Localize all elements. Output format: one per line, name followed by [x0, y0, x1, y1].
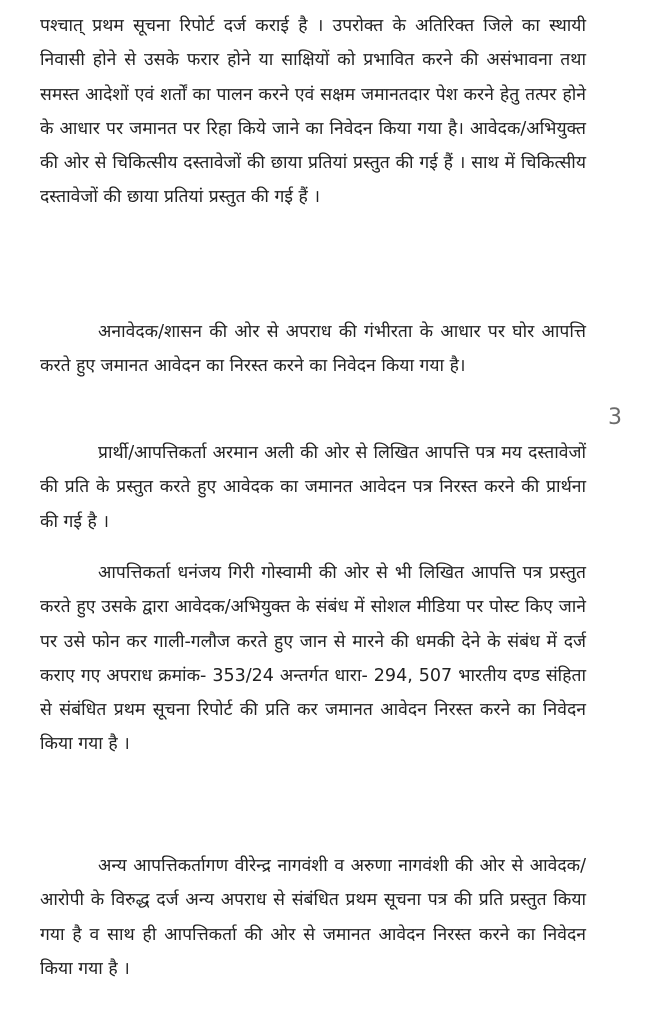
paragraph-other-objectors: अन्य आपत्तिकर्तागण वीरेन्द्र नागवंशी व अरुणा नागवंशी की ओर से आवेदक/आरोपी के विरुद्ध दर्ज अन्य अपराध से संबंधित प्रथम सूचना पत्र की प्रति प्रस्तुत किया गया है व साथ ही आपत्तिकर्ता की ओर से जमानत आवेदन निरस्त करने का निवेदन किया गया है । — [40, 856, 586, 979]
paragraph-state-objection: अनावेदक/शासन की ओर से अपराध की गंभीरता के आधार पर घोर आपत्ति करते हुए जमानत आवेदन का निरस्त करने का निवेदन किया गया है। — [40, 322, 586, 377]
paragraph-objector-dhananjay-giri-goswami: आपत्तिकर्ता धनंजय गिरी गोस्वामी की ओर से भी लिखित आपत्ति पत्र प्रस्तुत करते हुए उसके द्वारा आवेदक/अभियुक्त के संबंध में सोशल मीडिया पर पोस्ट किए जाने पर उसे फोन कर गाली-गलौज करते हुए जान से मारने की धमकी देने के संबंध में दर्ज कराए गए अपराध क्रमांक- 353/24 अन्तर्गत धारा- 294, 507 भारतीय दण्ड संहिता से संबंधित प्रथम सूचना रिपोर्ट की प्रति कर जमानत आवेदन निरस्त करने का निवेदन किया गया है । — [40, 563, 586, 755]
paragraph-objector-arman-ali: प्रार्थी/आपत्तिकर्ता अरमान अली की ओर से लिखित आपत्ति पत्र मय दस्तावेजों की प्रति के प्रस्तुत करते हुए आवेदक का जमानत आवेदन पत्र निरस्त करने की प्रार्थना की गई है । — [40, 443, 586, 532]
page-number: 3 — [608, 405, 622, 430]
paragraph-bail-application-grounds: पश्चात् प्रथम सूचना रिपोर्ट दर्ज कराई है । उपरोक्त के अतिरिक्त जिले का स्थायी निवासी होने से उसके फरार होने या साक्षियों को प्रभावित करने की असंभावना तथा समस्त आदेशों एवं शर्तों का पालन करने एवं सक्षम जमानतदार पेश करने हेतु तत्पर होने के आधार पर जमानत पर रिहा किये जाने का निवेदन किया गया है। आवेदक/अभियुक्त की ओर से चिकित्सीय दस्तावेजों की छाया प्रतियां प्रस्तुत की गई हैं । साथ में चिकित्सीय दस्तावेजों की छाया प्रतियां प्रस्तुत की गई हैं । — [40, 16, 586, 208]
